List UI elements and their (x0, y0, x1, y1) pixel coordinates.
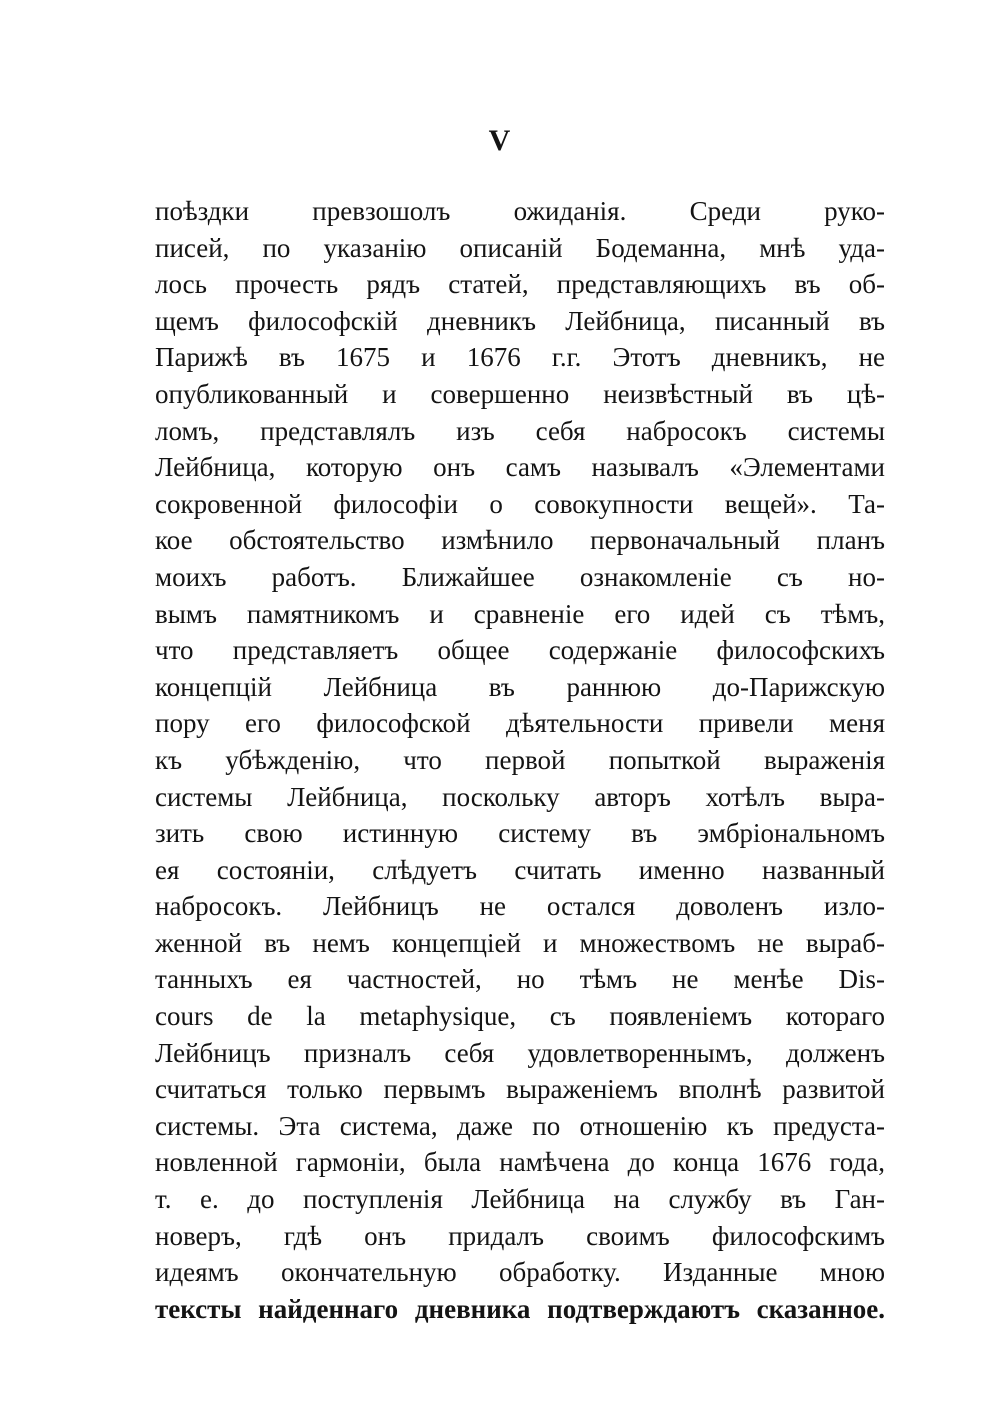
text-line: щемъ философскій дневникъ Лейбница, писанный въ (155, 305, 885, 336)
text-line: набросокъ. Лейбницъ не остался доволенъ изло- (155, 891, 885, 922)
text-line: къ убѣжденію, что первой попыткой выраженія (155, 744, 885, 775)
text-line: Лейбницъ призналъ себя удовлетвореннымъ, долженъ (155, 1037, 885, 1068)
text-line: новеръ, гдѣ онъ придалъ своимъ философскимъ (155, 1220, 885, 1251)
text-line: писей, по указанію описаній Бодеманна, мнѣ уда- (155, 232, 885, 263)
text-line: моихъ работъ. Ближайшее ознакомленіе съ но- (155, 561, 885, 592)
page-number: V (488, 124, 512, 157)
text-line: Лейбница, которую онъ самъ называлъ «Элементами (155, 452, 885, 483)
text-line: идеямъ окончательную обработку. Изданные мною (155, 1257, 885, 1288)
text-line: сокровенной философіи о совокупности вещей». Та- (155, 488, 885, 519)
text-line: ломъ, представлялъ изъ себя набросокъ системы (155, 415, 885, 446)
text-line: пору его философской дѣятельности привели меня (155, 708, 885, 739)
text-line: концепцій Лейбница въ раннюю до-Парижскую (155, 671, 885, 702)
text-line: Парижѣ въ 1675 и 1676 г.г. Этотъ дневникъ, не (155, 342, 885, 373)
text-line: опубликованный и совершенно неизвѣстный въ цѣ- (155, 378, 885, 409)
text-line: тексты найденнаго дневника подтверждаютъ сказанное. (155, 1293, 885, 1324)
text-line: кое обстоятельство измѣнило первоначальный планъ (155, 525, 885, 556)
text-line: т. е. до поступленія Лейбница на службу въ Ган- (155, 1184, 885, 1215)
text-line: женной въ немъ концепціей и множествомъ не выраб- (155, 927, 885, 958)
body-text (155, 193, 885, 1327)
text-line: поѣздки превзошолъ ожиданія. Среди руко- (155, 196, 885, 226)
text-line: новленной гармоніи, была намѣчена до конца 1676 года, (155, 1147, 885, 1178)
text-line: ея состояніи, слѣдуетъ считать именно названный (155, 854, 885, 885)
text-line: зить свою истинную систему въ эмбріональномъ (155, 818, 885, 849)
text-line: вымъ памятникомъ и сравненіе его идей съ тѣмъ, (155, 598, 885, 629)
text-line: что представляетъ общее содержаніе философскихъ (155, 635, 885, 666)
text-line: cours de la metaphysique, съ появленіемъ котораго (155, 1001, 885, 1032)
text-line: считаться только первымъ выраженіемъ вполнѣ развитой (155, 1074, 885, 1105)
text-line: лось прочесть рядъ статей, представляющихъ въ об- (155, 269, 885, 300)
text-line: системы. Эта система, даже по отношенію къ предуста- (155, 1110, 885, 1141)
text-line: танныхъ ея частностей, но тѣмъ не менѣе Dis- (155, 964, 885, 995)
text-line: системы Лейбница, поскольку авторъ хотѣлъ выра- (155, 781, 885, 812)
